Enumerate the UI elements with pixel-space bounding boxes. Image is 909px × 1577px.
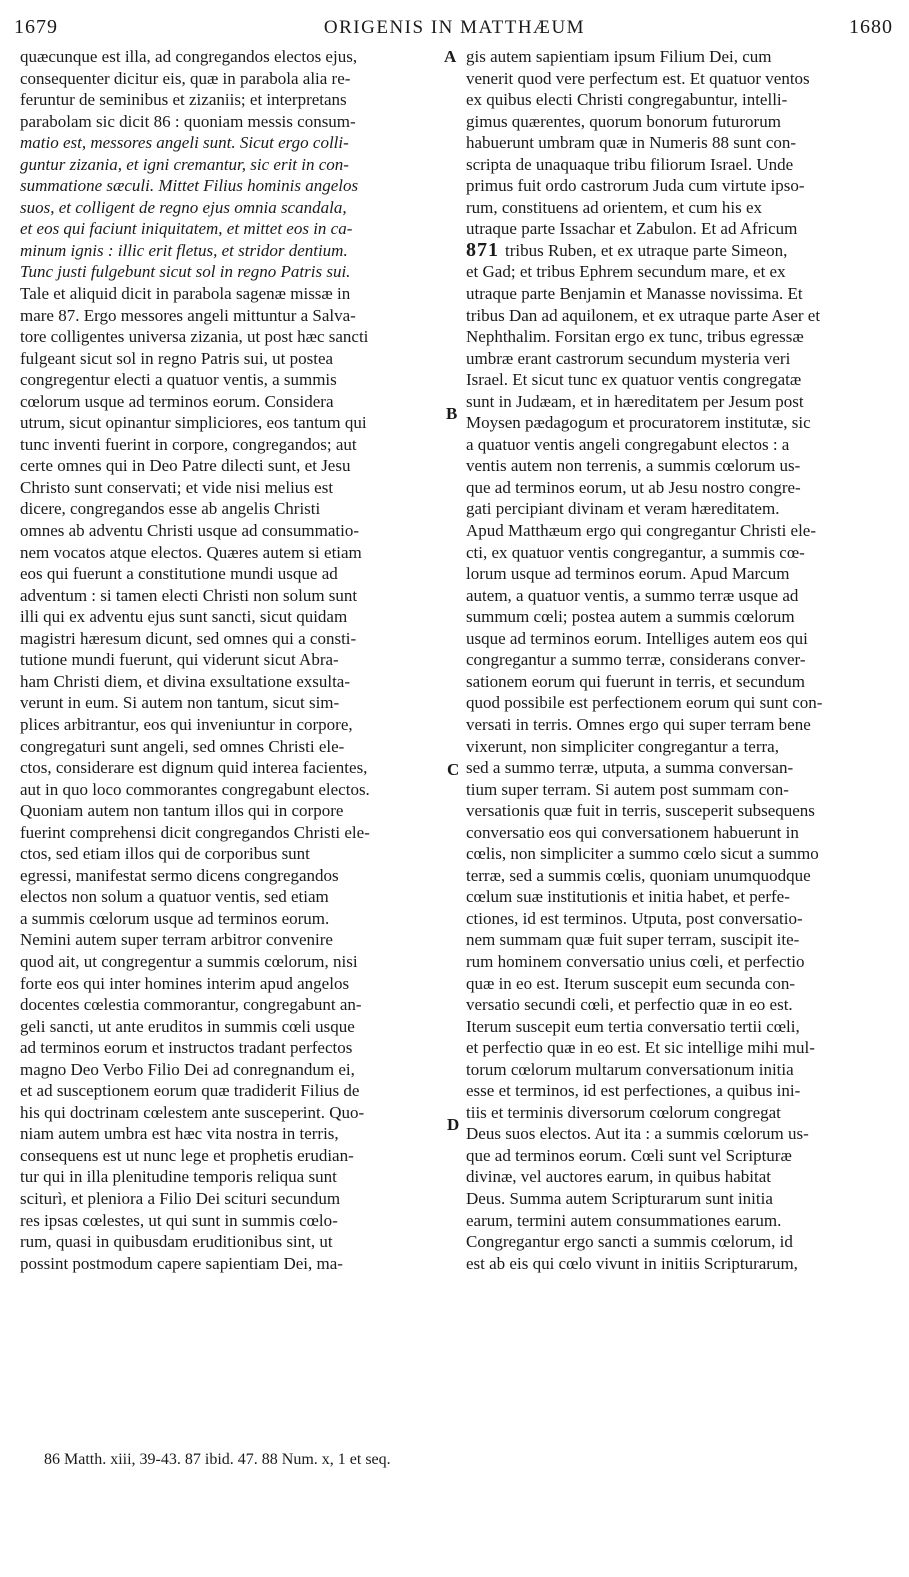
text-line: que ad terminos eorum. Cœli sunt vel Scripturæ <box>466 1145 792 1165</box>
text-line: cœlorum usque ad terminos eorum. Considera <box>20 391 334 411</box>
margin-marker-d: D <box>447 1115 460 1134</box>
footnotes: 86 Matth. xiii, 39-43. 87 ibid. 47. 88 Num. x, 1 et seq. <box>44 1451 391 1468</box>
text-line: ventis autem non terrenis, a summis cœlorum us- <box>466 456 801 476</box>
text-line: versati in terris. Omnes ergo qui super terram bene <box>466 714 811 734</box>
text-line: Congregantur ergo sancti a summis cœlorum, id <box>466 1232 793 1252</box>
text-line: gimus quærentes, quorum bonorum futurorum <box>466 111 781 131</box>
text-line: est ab eis qui cœlo vivunt in initiis Scripturarum, <box>466 1253 798 1273</box>
text-line: gati percipiant divinam et veram hæreditatem. <box>466 499 780 519</box>
text-line: tunc inventi fuerint in corpore, congregandos; aut <box>20 434 357 454</box>
text-line: cti, ex quatuor ventis congregantur, a summis cœ- <box>466 542 805 562</box>
text-line: gis autem sapientiam ipsum Filium Dei, cum <box>466 47 772 66</box>
text-line: utraque parte Issachar et Zabulon. Et ad Africum <box>466 219 798 239</box>
text-line: Deus suos electos. Aut ita : a summis cœlorum us- <box>466 1124 809 1144</box>
text-line: tium super terram. Si autem post summam con- <box>466 779 789 799</box>
text-line: venerit quod vere perfectum est. Et quatuor ventos <box>466 68 810 88</box>
text-line: tore colligentes universa zizania, ut post hæc sancti <box>20 327 369 347</box>
text-line: Iterum suscepit eum tertia conversatio tertii cœli, <box>466 1016 800 1036</box>
text-line: feruntur de seminibus et zizaniis; et interpretans <box>20 90 347 110</box>
text-line: consequenter dicitur eis, quæ in parabola alia re- <box>20 68 351 88</box>
text-line: magistri hæresum dicunt, sed omnes qui a consti- <box>20 628 357 648</box>
text-line: esse et terminos, id est perfectiones, a quibus ini- <box>466 1081 801 1101</box>
text-line: habuerunt umbram quæ in Numeris 88 sunt con- <box>466 133 797 153</box>
text-line: terræ, sed a summis cœlis, quoniam unumquodque <box>466 865 811 885</box>
text-line: omnes ab adventu Christi usque ad consummatio- <box>20 521 359 541</box>
text-line: scripta de unaquaque tribu filiorum Israel. Unde <box>466 154 794 174</box>
text-line: sunt in Judæam, et in hæreditatem per Jesum post <box>466 391 804 411</box>
right-column <box>466 46 889 1274</box>
text-line: ex quibus electi Christi congregabuntur, intelli- <box>466 90 788 110</box>
text-line: Moysen pædagogum et procuratorem institutæ, sic <box>466 413 811 433</box>
text-line: quæcunque est illa, ad congregandos electos ejus, <box>20 47 358 66</box>
text-line: et ad susceptionem eorum quæ tradiderit Filius de <box>20 1081 360 1101</box>
text-line: umbræ erant castrorum secundum mysteria veri <box>466 348 791 368</box>
text-line: Christo sunt conservati; et vide nisi melius est <box>20 477 334 497</box>
text-line: nem summam quæ fuit super terram, suscipit ite- <box>466 930 800 950</box>
text-line: tiis et terminis diversorum cœlorum congregat <box>466 1102 781 1122</box>
text-line: mare 87. Ergo messores angeli mittuntur a Salva- <box>20 305 356 325</box>
text-line: certe omnes qui in Deo Patre dilecti sunt, et Jesu <box>20 456 351 476</box>
text-line: his qui doctrinam cœlestem ante susceperint. Quo- <box>20 1102 365 1122</box>
text-line: Israel. Et sicut tunc ex quatuor ventis congregatæ <box>466 370 802 390</box>
text-line: congregentur electi a quatuor ventis, a summis <box>20 370 337 390</box>
text-line: sationem eorum qui fuerunt in terris, et secundum <box>466 671 805 691</box>
text-line: magno Deo Verbo Filio Dei ad conregnandum ei, <box>20 1059 355 1079</box>
left-column <box>20 46 441 1274</box>
text-line: et Gad; et tribus Ephrem secundum mare, et ex <box>466 262 786 282</box>
text-line: summatione sæculi. Mittet Filius hominis angelos <box>20 176 359 196</box>
text-line: Quoniam autem non tantum illos qui in corpore <box>20 801 344 821</box>
text-line: Apud Matthæum ergo qui congregantur Christi ele- <box>466 521 817 541</box>
text-line: earum, termini autem consummationes earum. <box>466 1210 782 1230</box>
text-line: matio est, messores angeli sunt. Sicut ergo colli- <box>20 133 349 153</box>
text-line: a summis cœlorum usque ad terminos eorum. <box>20 908 330 928</box>
text-line: summum cœli; postea autem a summis cœlorum <box>466 607 795 627</box>
text-line: primus fuit ordo castrorum Juda cum virtute ipso- <box>466 176 805 196</box>
text-line: plices arbitrantur, eos qui inveniuntur in corpore, <box>20 714 353 734</box>
text-line: rum hominem conversatio unius cœli, et perfectio <box>466 951 805 971</box>
text-line: suos, et colligent de regno ejus omnia scandala, <box>20 197 347 217</box>
text-line: parabolam sic dicit 86 : quoniam messis consum- <box>20 111 356 131</box>
text-line: nem vocatos atque electos. Quæres autem si etiam <box>20 542 362 562</box>
text-line: cœlis, non simpliciter a summo cœlo sicut a summo <box>466 844 819 864</box>
page-header <box>0 14 909 44</box>
text-line: utraque parte Benjamin et Manasse novissima. Et <box>466 284 803 304</box>
page-number-left: 1679 <box>14 16 58 38</box>
text-line: tur qui in illa plenitudine temporis reliqua sunt <box>20 1167 337 1187</box>
text-line: autem, a quatuor ventis, a summo terræ usque ad <box>466 585 799 605</box>
text-line: versationis quæ fuit in terris, susceperit subsequens <box>466 801 815 821</box>
text-line: ctos, considerare est dignum quid interea facientes, <box>20 758 368 778</box>
text-line: rum, constituens ad orientem, et cum his ex <box>466 197 763 217</box>
text-line: conversatio eos qui conversationem habuerunt in <box>466 822 799 842</box>
text-line: illi qui ex adventu ejus sunt sancti, sicut quidam <box>20 607 348 627</box>
text-line: et perfectio quæ in eo est. Et sic intellige mihi mul- <box>466 1038 815 1058</box>
text-line: Tunc justi fulgebunt sicut sol in regno Patris sui. <box>20 262 351 282</box>
text-line: 871 tribus Ruben, et ex utraque parte Simeon, <box>466 239 788 261</box>
text-line: sciturì, et pleniora a Filio Dei scituri secundum <box>20 1188 341 1208</box>
text-line: et eos qui faciunt iniquitatem, et mittet eos in ca- <box>20 219 353 239</box>
text-line: Tale et aliquid dicit in parabola sagenæ missæ in <box>20 284 351 304</box>
text-line: lorum usque ad terminos eorum. Apud Marcum <box>466 564 790 584</box>
text-line: Deus. Summa autem Scripturarum sunt initia <box>466 1188 773 1208</box>
text-line: Nemini autem super terram arbitror convenire <box>20 930 333 950</box>
text-line: torum cœlorum multarum conversationum initia <box>466 1059 794 1079</box>
text-line: consequens est ut nunc lege et prophetis erudian- <box>20 1145 354 1165</box>
margin-marker-c: C <box>447 760 460 779</box>
text-line: egressi, manifestat sermo dicens congregandos <box>20 865 339 885</box>
text-line: utrum, sicut opinantur simpliciores, eos tantum qui <box>20 413 367 433</box>
text-line: minum ignis : illic erit fletus, et stridor dentium. <box>20 240 348 260</box>
text-line: congregantur a summo terræ, considerans conver- <box>466 650 806 670</box>
text-line: adventum : si tamen electi Christi non solum sunt <box>20 585 358 605</box>
text-line: res ipsas cœlestes, ut qui sunt in summis cœlo- <box>20 1210 338 1230</box>
text-line: quod possibile est perfectionem eorum qui sunt con- <box>466 693 823 713</box>
text-line: vixerunt, non simpliciter congregantur a terra, <box>466 736 779 756</box>
margin-marker-b: B <box>446 404 458 423</box>
text-line: forte eos qui inter homines interim apud angelos <box>20 973 350 993</box>
text-line: electos non solum a quatuor ventis, sed etiam <box>20 887 329 907</box>
text-line: divinæ, vel auctores earum, in quibus habitat <box>466 1167 771 1187</box>
text-line: geli sancti, ut ante eruditos in summis cœli usque <box>20 1016 355 1036</box>
text-line: congregaturi sunt angeli, sed omnes Christi ele- <box>20 736 345 756</box>
text-line: que ad terminos eorum, ut ab Jesu nostro congre- <box>466 477 801 497</box>
margin-marker-a: A <box>444 47 457 66</box>
text-line: fulgeant sicut sol in regno Patris sui, ut postea <box>20 348 334 368</box>
column-number: 871 <box>466 239 499 261</box>
text-line: niam autem umbra est hæc vita nostra in terris, <box>20 1124 339 1144</box>
text-line: ctiones, id est terminos. Utputa, post conversatio- <box>466 908 803 928</box>
text-line: rum, quasi in quibusdam eruditionibus sint, ut <box>20 1232 333 1252</box>
text-line: verunt in eum. Si autem non tantum, sicut sim- <box>20 693 340 713</box>
text-line: docentes cœlestia commorantur, congregabunt an- <box>20 995 362 1015</box>
text-line: quæ in eo est. Iterum suscepit eum secunda con- <box>466 973 796 993</box>
text-line: sed a summo terræ, utputa, a summa conversan- <box>466 758 794 778</box>
text-line: a quatuor ventis angeli congregabunt electos : a <box>466 434 790 454</box>
text-line: versatio secundi cœli, et perfectio quæ in eo est. <box>466 995 793 1015</box>
text-line: guntur zizania, et igni cremantur, sic erit in con- <box>20 154 349 174</box>
text-line: quod ait, ut congregentur a summis cœlorum, nisi <box>20 951 358 971</box>
text-line: fuerint comprehensi dicit congregandos Christi ele- <box>20 822 370 842</box>
text-line: ham Christi diem, et divina exsultatione exsulta- <box>20 671 351 691</box>
text-line: cœlum suæ institutionis et initia habet, et perfe- <box>466 887 790 907</box>
page-number-right: 1680 <box>849 16 893 38</box>
running-title: ORIGENIS IN MATTHÆUM <box>323 17 586 38</box>
text-line: usque ad terminos eorum. Intelliges autem eos qui <box>466 628 808 648</box>
text-line: dicere, congregandos esse ab angelis Christi <box>20 499 321 519</box>
text-line: tribus Dan ad aquilonem, et ex utraque parte Aser et <box>466 305 821 325</box>
text-line: Nephthalim. Forsitan ergo ex tunc, tribus egressæ <box>466 327 804 347</box>
text-line: tutione mundi fuerunt, qui viderunt sicut Abra- <box>20 650 339 670</box>
text-line: ctos, sed etiam illos qui de corporibus sunt <box>20 844 310 864</box>
text-line: eos qui fuerunt a constitutione mundi usque ad <box>20 564 338 584</box>
text-line: aut in quo loco commorantes congregabunt electos. <box>20 779 370 799</box>
text-line: possint postmodum capere sapientiam Dei, ma- <box>20 1253 343 1273</box>
text-line: ad terminos eorum et instructos tradant perfectos <box>20 1038 353 1058</box>
